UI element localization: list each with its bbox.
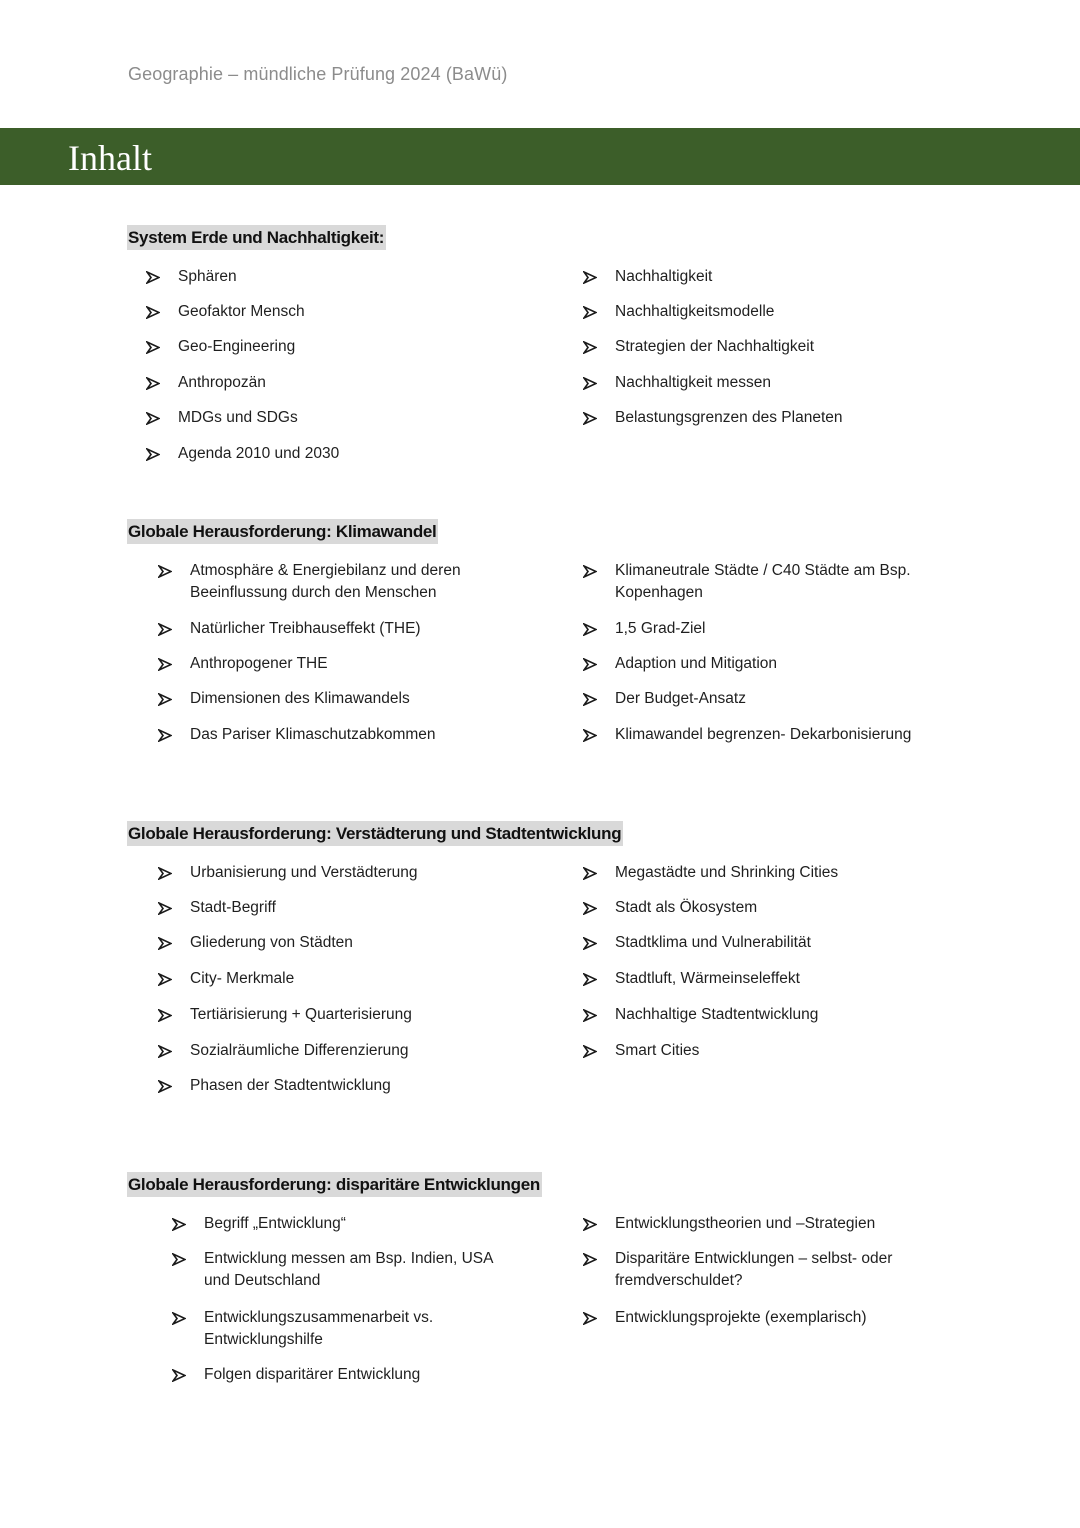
list-item-label: City- Merkmale bbox=[190, 970, 295, 987]
arrow-bullet-icon bbox=[158, 653, 176, 675]
arrow-bullet-icon bbox=[172, 1213, 190, 1235]
arrow-bullet-icon bbox=[146, 301, 164, 323]
list-item-label: Atmosphäre & Energiebilanz und deren Beeinflussung durch den Menschen bbox=[190, 562, 461, 601]
list-item-label: Disparitäre Entwicklungen – selbst- oder fremdverschuldet? bbox=[615, 1250, 893, 1289]
arrow-bullet-icon bbox=[158, 897, 176, 919]
arrow-bullet-icon bbox=[158, 932, 176, 954]
arrow-bullet-icon bbox=[583, 724, 601, 746]
section-heading: Globale Herausforderung: disparitäre Entwicklungen bbox=[127, 1172, 542, 1197]
list-item-label: Adaption und Mitigation bbox=[615, 655, 778, 672]
arrow-bullet-icon bbox=[158, 618, 176, 640]
arrow-bullet-icon bbox=[146, 443, 164, 465]
arrow-bullet-icon bbox=[583, 897, 601, 919]
list-item-label: Urbanisierung und Verstädterung bbox=[190, 864, 418, 881]
list-item-label: Sozialräumliche Differenzierung bbox=[190, 1042, 409, 1059]
list-item-label: Folgen disparitärer Entwicklung bbox=[204, 1366, 421, 1383]
list-item-label: Entwicklungszusammenarbeit vs. Entwicklungshilfe bbox=[204, 1309, 434, 1348]
arrow-bullet-icon bbox=[146, 407, 164, 429]
list-item-label: Stadtklima und Vulnerabilität bbox=[615, 934, 811, 951]
arrow-bullet-icon bbox=[583, 618, 601, 640]
arrow-bullet-icon bbox=[583, 1004, 601, 1026]
list-item-label: Entwicklung messen am Bsp. Indien, USA und Deutschland bbox=[204, 1250, 493, 1289]
list-item-label: Sphären bbox=[178, 268, 237, 285]
arrow-bullet-icon bbox=[158, 560, 176, 582]
arrow-bullet-icon bbox=[583, 560, 601, 582]
list-item-label: Nachhaltigkeit messen bbox=[615, 374, 771, 391]
title-bar bbox=[0, 128, 1080, 185]
page-header: Geographie – mündliche Prüfung 2024 (BaWü) bbox=[128, 64, 508, 84]
list-item-label: Stadtluft, Wärmeinseleffekt bbox=[615, 970, 800, 987]
list-item-label: Phasen der Stadtentwicklung bbox=[190, 1077, 391, 1094]
list-item-label: Agenda 2010 und 2030 bbox=[178, 445, 340, 462]
section-heading: System Erde und Nachhaltigkeit: bbox=[127, 225, 386, 250]
arrow-bullet-icon bbox=[172, 1364, 190, 1386]
list-item-label: Begriff „Entwicklung“ bbox=[204, 1215, 346, 1232]
list-item-label: Stadt als Ökosystem bbox=[615, 899, 758, 916]
arrow-bullet-icon bbox=[583, 1213, 601, 1235]
list-item-label: Entwicklungsprojekte (exemplarisch) bbox=[615, 1309, 867, 1326]
list-item-label: Anthropozän bbox=[178, 374, 266, 391]
arrow-bullet-icon bbox=[583, 301, 601, 323]
arrow-bullet-icon bbox=[583, 862, 601, 884]
list-item-label: Das Pariser Klimaschutzabkommen bbox=[190, 726, 436, 743]
page-title: Inhalt bbox=[68, 138, 152, 178]
list-item-label: Tertiärisierung + Quarterisierung bbox=[190, 1006, 412, 1023]
arrow-bullet-icon bbox=[583, 1040, 601, 1062]
list-item-label: Geo-Engineering bbox=[178, 338, 296, 355]
list-item-label: Nachhaltige Stadtentwicklung bbox=[615, 1006, 819, 1023]
arrow-bullet-icon bbox=[158, 688, 176, 710]
section-heading: Globale Herausforderung: Klimawandel bbox=[127, 519, 438, 544]
list-item-label: Smart Cities bbox=[615, 1042, 700, 1059]
arrow-bullet-icon bbox=[583, 688, 601, 710]
arrow-bullet-icon bbox=[158, 1004, 176, 1026]
arrow-bullet-icon bbox=[158, 1040, 176, 1062]
list-item-label: Strategien der Nachhaltigkeit bbox=[615, 338, 815, 355]
arrow-bullet-icon bbox=[583, 266, 601, 288]
arrow-bullet-icon bbox=[583, 1307, 601, 1329]
arrow-bullet-icon bbox=[146, 372, 164, 394]
arrow-bullet-icon bbox=[583, 407, 601, 429]
list-item-label: Anthropogener THE bbox=[190, 655, 328, 672]
list-item-label: Belastungsgrenzen des Planeten bbox=[615, 409, 843, 426]
arrow-bullet-icon bbox=[583, 336, 601, 358]
list-item-label: Klimaneutrale Städte / C40 Städte am Bsp. Kopenhagen bbox=[615, 562, 911, 601]
arrow-bullet-icon bbox=[146, 266, 164, 288]
list-item-label: Stadt-Begriff bbox=[190, 899, 276, 916]
arrow-bullet-icon bbox=[583, 968, 601, 990]
arrow-bullet-icon bbox=[158, 1075, 176, 1097]
arrow-bullet-icon bbox=[146, 336, 164, 358]
list-item-label: Megastädte und Shrinking Cities bbox=[615, 864, 839, 881]
list-item-label: Dimensionen des Klimawandels bbox=[190, 690, 410, 707]
arrow-bullet-icon bbox=[172, 1248, 190, 1270]
list-item-label: Nachhaltigkeit bbox=[615, 268, 713, 285]
arrow-bullet-icon bbox=[172, 1307, 190, 1329]
arrow-bullet-icon bbox=[583, 653, 601, 675]
list-item-label: Natürlicher Treibhauseffekt (THE) bbox=[190, 620, 421, 637]
list-item-label: MDGs und SDGs bbox=[178, 409, 298, 426]
list-item-label: Gliederung von Städten bbox=[190, 934, 353, 951]
arrow-bullet-icon bbox=[583, 932, 601, 954]
list-item-label: Nachhaltigkeitsmodelle bbox=[615, 303, 775, 320]
arrow-bullet-icon bbox=[158, 862, 176, 884]
list-item-label: 1,5 Grad-Ziel bbox=[615, 620, 706, 637]
arrow-bullet-icon bbox=[583, 372, 601, 394]
arrow-bullet-icon bbox=[158, 724, 176, 746]
arrow-bullet-icon bbox=[583, 1248, 601, 1270]
list-item-label: Klimawandel begrenzen- Dekarbonisierung bbox=[615, 726, 912, 743]
list-item-label: Entwicklungstheorien und –Strategien bbox=[615, 1215, 876, 1232]
arrow-bullet-icon bbox=[158, 968, 176, 990]
list-item-label: Geofaktor Mensch bbox=[178, 303, 305, 320]
list-item-label: Der Budget-Ansatz bbox=[615, 690, 746, 707]
section-heading: Globale Herausforderung: Verstädterung und Stadtentwicklung bbox=[127, 821, 623, 846]
